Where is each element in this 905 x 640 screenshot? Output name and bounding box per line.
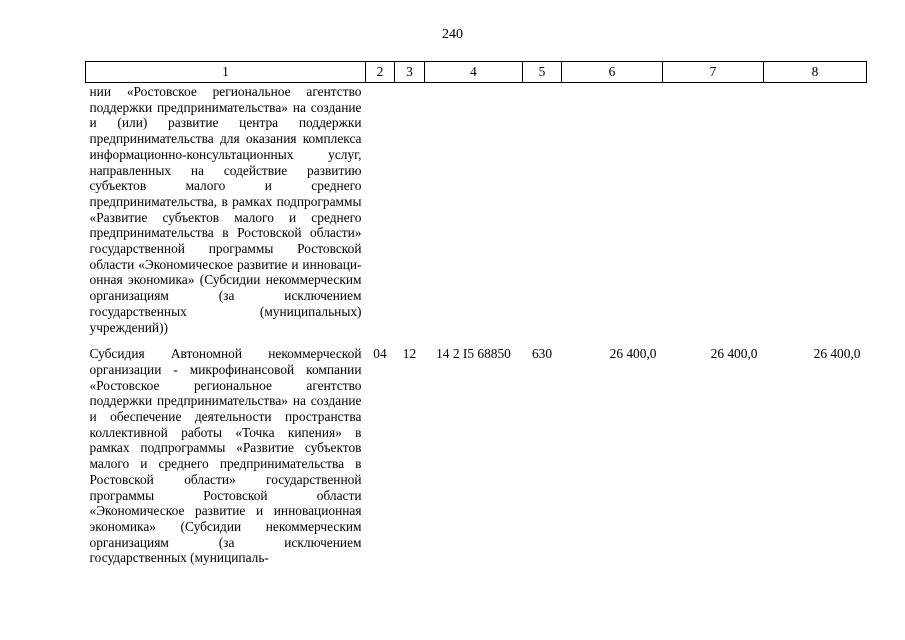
header-row	[86, 62, 867, 83]
row-gap	[86, 335, 867, 345]
row-section-code: 04	[373, 346, 387, 362]
row-amount-1: 26 400,0	[609, 346, 657, 362]
row-target-article: 14 2 I5 68850	[436, 346, 511, 362]
row-description: Субсидия Автономной некоммерческой организации - микрофинансовой компании «Ростовское региональное агентство поддержки предпринимательства» на создание и обеспечение деятельности пространства коллективной работы «Точка кипения» в рамках подпрограммы «Развитие субъектов малого и среднего предпринимательства в Ростовской области» государственной программы Ростовской области «Экономическое развитие и инновационная экономика» (Субсидии некоммерческим организациям (за исключением государственных (муниципаль-	[89, 346, 362, 566]
column-header-3: 3	[395, 62, 425, 83]
row-amount-2	[663, 83, 764, 336]
table-row	[86, 345, 867, 566]
row-amount-3: 26 400,0	[813, 346, 861, 362]
column-header-7: 7	[663, 62, 764, 83]
column-header-8: 8	[764, 62, 867, 83]
row-section-code	[366, 83, 395, 336]
row-amount-1	[562, 83, 663, 336]
row-target-article	[425, 83, 523, 336]
column-header-1: 1	[86, 62, 366, 83]
page-number: 240	[442, 27, 463, 42]
column-header-6: 6	[562, 62, 663, 83]
row-subsection-code: 12	[402, 346, 417, 362]
row-expense-type: 630	[531, 346, 553, 362]
row-amount-2: 26 400,0	[710, 346, 758, 362]
column-header-4: 4	[425, 62, 523, 83]
column-header-2: 2	[366, 62, 395, 83]
row-expense-type	[523, 83, 562, 336]
row-amount-3	[764, 83, 867, 336]
column-header-5: 5	[523, 62, 562, 83]
budget-table	[85, 61, 867, 566]
row-subsection-code	[395, 83, 425, 336]
table-row	[86, 83, 867, 336]
row-description: нии «Ростовское региональное агентство поддержки предпринимательства» на создание и (или) развитие центра поддержки предпринимательства для оказания комплекса информационно-консультационных услуг, направленных на содействие развитию субъектов малого и среднего предпринимательства, в рамках подпрограммы «Развитие субъектов малого и среднего предпринимательства в Ростовской области» государственной программы Ростовской области «Экономическое развитие и инновационная экономика» (Субсидии некоммерческим организациям (за исключением государственных (муниципальных) учреждений))	[89, 84, 362, 335]
